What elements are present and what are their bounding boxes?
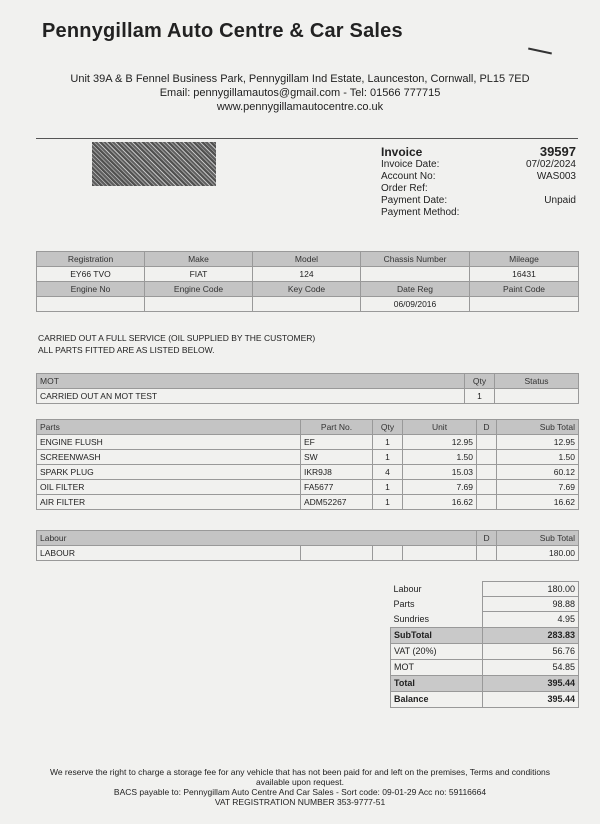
- order-ref-label: Order Ref:: [381, 183, 428, 194]
- engine-no-value: [37, 297, 145, 312]
- mileage-value: 16431: [470, 267, 579, 282]
- table-row: [37, 465, 579, 480]
- part-no: IKR9J8: [301, 465, 373, 480]
- part-discount: [477, 450, 497, 465]
- parts-header: Parts: [37, 420, 301, 435]
- parts-header-row: [37, 420, 579, 435]
- mot-status-header: Status: [495, 374, 579, 389]
- part-qty: 1: [373, 435, 403, 450]
- part-desc: ENGINE FLUSH: [37, 435, 301, 450]
- totals-balance-value: 395.44: [483, 691, 579, 707]
- part-no: EF: [301, 435, 373, 450]
- footer-bacs: BACS payable to: Pennygillam Auto Centre And Car Sales - Sort code: 09-01-29 Acc no: 59116664: [113, 787, 487, 797]
- key-code-value: [253, 297, 361, 312]
- totals-total-label: Total: [391, 675, 483, 691]
- part-qty: 4: [373, 465, 403, 480]
- labour-discount-header: D: [477, 531, 497, 546]
- date-reg-value: 06/09/2016: [361, 297, 470, 312]
- totals-vat-label: VAT (20%): [391, 643, 483, 659]
- labour-item: LABOUR: [37, 546, 301, 561]
- part-unit: 12.95: [403, 435, 477, 450]
- header-divider: [36, 138, 578, 139]
- paint-code-header: Paint Code: [470, 282, 579, 297]
- totals-parts-value: 98.88: [483, 597, 579, 612]
- totals-labour-value: 180.00: [483, 582, 579, 597]
- totals-vat-row: [391, 643, 579, 659]
- part-unit: 7.69: [403, 480, 477, 495]
- vehicle-table: [36, 251, 579, 312]
- discount-header: D: [477, 420, 497, 435]
- labour-header-row: [37, 531, 579, 546]
- work-note-line-1: CARRIED OUT A FULL SERVICE (OIL SUPPLIED BY THE CUSTOMER): [38, 333, 316, 343]
- totals-vat-value: 56.76: [483, 643, 579, 659]
- invoice-date-label: Invoice Date:: [381, 159, 440, 170]
- payment-date-label: Payment Date:: [381, 195, 448, 206]
- engine-code-header: Engine Code: [145, 282, 253, 297]
- registration-header: Registration: [37, 252, 145, 267]
- part-subtotal: 1.50: [497, 450, 579, 465]
- totals-subtotal-value: 283.83: [483, 627, 579, 643]
- part-no-header: Part No.: [301, 420, 373, 435]
- mileage-header: Mileage: [470, 252, 579, 267]
- part-desc: SCREENWASH: [37, 450, 301, 465]
- model-header: Model: [253, 252, 361, 267]
- totals-sundries-label: Sundries: [393, 614, 430, 624]
- totals-mot-label: MOT: [391, 659, 483, 675]
- labour-table: [36, 530, 579, 561]
- part-subtotal: 60.12: [497, 465, 579, 480]
- labour-header: Labour: [37, 531, 477, 546]
- work-note-line-2: ALL PARTS FITTED ARE AS LISTED BELOW.: [38, 345, 215, 355]
- labour-subtotal: 180.00: [497, 546, 579, 561]
- part-qty: 1: [373, 450, 403, 465]
- engine-code-value: [145, 297, 253, 312]
- part-unit: 1.50: [403, 450, 477, 465]
- part-desc: AIR FILTER: [37, 495, 301, 510]
- payment-method-label: Payment Method:: [381, 207, 460, 218]
- totals-balance-label: Balance: [391, 691, 483, 707]
- part-no: FA5677: [301, 480, 373, 495]
- key-code-header: Key Code: [253, 282, 361, 297]
- vehicle-value-row-1: [37, 267, 579, 282]
- pen-mark: [528, 48, 552, 55]
- account-no-value: WAS003: [536, 171, 576, 182]
- table-row: [37, 450, 579, 465]
- part-discount: [477, 435, 497, 450]
- footer-terms-2: available upon request.: [256, 777, 344, 787]
- vehicle-header-row-2: [37, 282, 579, 297]
- part-qty: 1: [373, 480, 403, 495]
- totals-labour-label: Labour: [393, 584, 422, 594]
- part-discount: [477, 480, 497, 495]
- account-no-label: Account No:: [381, 171, 436, 182]
- paint-code-value: [470, 297, 579, 312]
- part-unit: 15.03: [403, 465, 477, 480]
- table-row: [37, 435, 579, 450]
- subtotal-header: Sub Total: [497, 420, 579, 435]
- make-value: FIAT: [145, 267, 253, 282]
- mot-header-row: [37, 374, 579, 389]
- totals-labour-row: [391, 582, 579, 597]
- part-subtotal: 16.62: [497, 495, 579, 510]
- part-subtotal: 7.69: [497, 480, 579, 495]
- totals-table: [390, 581, 579, 708]
- totals-total-row: [391, 675, 579, 691]
- qty-header: Qty: [373, 420, 403, 435]
- chassis-header: Chassis Number: [361, 252, 470, 267]
- mot-item: CARRIED OUT AN MOT TEST: [37, 389, 465, 404]
- mot-header: MOT: [37, 374, 465, 389]
- date-reg-header: Date Reg: [361, 282, 470, 297]
- make-header: Make: [145, 252, 253, 267]
- mot-qty: 1: [465, 389, 495, 404]
- vehicle-value-row-2: [37, 297, 579, 312]
- chassis-value: [361, 267, 470, 282]
- part-subtotal: 12.95: [497, 435, 579, 450]
- company-address: Unit 39A & B Fennel Business Park, Pennygillam Ind Estate, Launceston, Cornwall, PL15 7ED: [70, 73, 530, 85]
- table-row: [37, 480, 579, 495]
- engine-no-header: Engine No: [37, 282, 145, 297]
- totals-parts-label: Parts: [393, 599, 415, 609]
- labour-empty-cell: [403, 546, 477, 561]
- totals-mot-value: 54.85: [483, 659, 579, 675]
- model-value: 124: [253, 267, 361, 282]
- totals-subtotal-label: SubTotal: [391, 627, 483, 643]
- part-desc: SPARK PLUG: [37, 465, 301, 480]
- mot-row: [37, 389, 579, 404]
- table-row: [37, 495, 579, 510]
- part-no: ADM52267: [301, 495, 373, 510]
- totals-total-value: 395.44: [483, 675, 579, 691]
- totals-parts-row: [391, 597, 579, 612]
- totals-sundries-value: 4.95: [483, 612, 579, 628]
- part-unit: 16.62: [403, 495, 477, 510]
- totals-subtotal-row: [391, 627, 579, 643]
- labour-empty-cell: [373, 546, 403, 561]
- redacted-address-scribble: [92, 142, 216, 186]
- labour-empty-cell: [477, 546, 497, 561]
- registration-value: EY66 TVO: [37, 267, 145, 282]
- part-discount: [477, 465, 497, 480]
- invoice-date-value: 07/02/2024: [525, 159, 576, 170]
- part-no: SW: [301, 450, 373, 465]
- company-website: www.pennygillamautocentre.co.uk: [216, 101, 384, 113]
- totals-balance-row: [391, 691, 579, 707]
- part-qty: 1: [373, 495, 403, 510]
- invoice-title: Invoice: [381, 145, 423, 159]
- mot-qty-header: Qty: [465, 374, 495, 389]
- totals-sundries-row: [391, 612, 579, 628]
- unit-header: Unit: [403, 420, 477, 435]
- part-discount: [477, 495, 497, 510]
- labour-row: [37, 546, 579, 561]
- mot-table: [36, 373, 579, 404]
- part-desc: OIL FILTER: [37, 480, 301, 495]
- payment-date-value: Unpaid: [544, 195, 576, 206]
- invoice-number: 39597: [539, 144, 576, 159]
- footer-terms: We reserve the right to charge a storage fee for any vehicle that has not been paid for and left on the premises, Terms and conditions: [49, 767, 551, 777]
- parts-table: [36, 419, 579, 510]
- company-contact: Email: pennygillamautos@gmail.com - Tel: 01566 777715: [159, 87, 441, 99]
- labour-empty-cell: [301, 546, 373, 561]
- totals-mot-row: [391, 659, 579, 675]
- labour-subtotal-header: Sub Total: [497, 531, 579, 546]
- company-name: Pennygillam Auto Centre & Car Sales: [42, 20, 403, 42]
- mot-status: [495, 389, 579, 404]
- footer-vat-number: VAT REGISTRATION NUMBER 353-9777-51: [214, 797, 386, 807]
- vehicle-header-row-1: [37, 252, 579, 267]
